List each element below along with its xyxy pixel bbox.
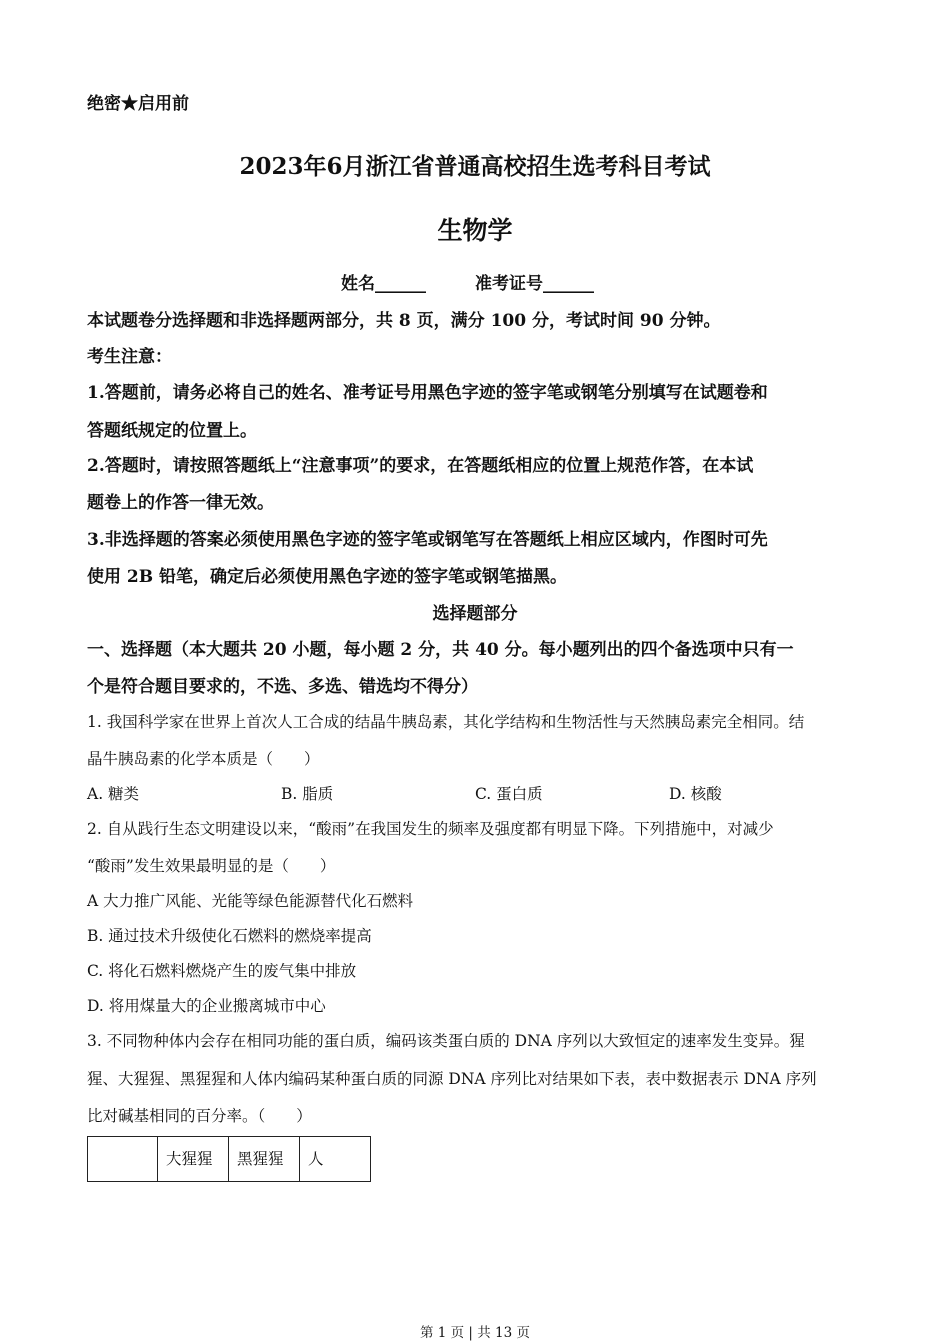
dna-comparison-table [87,1136,371,1182]
exam-title: 2023年6月浙江省普通高校招生选考科目考试 [239,153,711,180]
question-3-text: 猩、大猩猩、黑猩猩和人体内编码某种蛋白质的同源 DNA 序列比对结果如下表，表中数据表示 DNA 序列 [87,1070,817,1088]
question-2-option-d: D. 将用煤量大的企业搬离城市中心 [87,997,326,1015]
notice-line: 2.答题时，请按照答题纸上“注意事项”的要求，在答题纸相应的位置上规范作答，在本试 [87,456,754,476]
question-1-option-d: D. 核酸 [669,785,722,803]
table-header-cell: 大猩猩 [158,1137,229,1182]
question-2-text: 2. 自从践行生态文明建设以来，“酸雨”在我国发生的频率及强度都有明显下降。下列措施中，对减少 [87,820,774,838]
exam-summary: 本试题卷分选择题和非选择题两部分，共 8 页，满分 100 分，考试时间 90 分钟。 [87,311,721,331]
notice-line: 答题纸规定的位置上。 [87,421,257,441]
question-1-option-c: C. 蛋白质 [475,785,543,803]
section-heading: 个是符合题目要求的，不选、多选、错选均不得分） [87,677,478,697]
name-field: 姓名______ [341,274,426,294]
question-3-text: 比对碱基相同的百分率。（ ） [87,1107,312,1125]
question-3-text: 3. 不同物种体内会存在相同功能的蛋白质，编码该类蛋白质的 DNA 序列以大致恒定的速率发生变异。猩 [87,1032,805,1050]
notice-line: 题卷上的作答一律无效。 [87,493,274,513]
question-2-option-b: B. 通过技术升级使化石燃料的燃烧率提高 [87,927,372,945]
page-footer: 第 1 页 | 共 13 页 [419,1325,531,1341]
question-1-option-a: A. 糖类 [87,785,140,803]
subject-title: 生物学 [437,216,513,245]
question-1-text: 1. 我国科学家在世界上首次人工合成的结晶牛胰岛素，其化学结构和生物活性与天然胰岛素完全相同。结 [87,713,805,731]
question-1-option-b: B. 脂质 [281,785,334,803]
question-2-text: “酸雨”发生效果最明显的是（ ） [87,857,336,875]
notice-title: 考生注意： [87,347,172,367]
exam-number-field: 准考证号______ [475,274,594,294]
table-header-cell: 人 [300,1137,371,1182]
question-2-option-a: A 大力推广风能、光能等绿色能源替代化石燃料 [87,892,414,910]
question-2-option-c: C. 将化石燃料燃烧产生的废气集中排放 [87,962,357,980]
notice-line: 使用 2B 铅笔，确定后必须使用黑色字迹的签字笔或钢笔描黑。 [87,567,568,587]
notice-line: 3.非选择题的答案必须使用黑色字迹的签字笔或钢笔写在答题纸上相应区域内，作图时可先 [87,530,768,550]
table-header-cell: 黑猩猩 [229,1137,300,1182]
table-header-row [88,1137,371,1182]
part-title: 选择题部分 [432,604,518,624]
question-1-text: 晶牛胰岛素的化学本质是（ ） [87,750,320,768]
section-heading: 一、选择题（本大题共 20 小题，每小题 2 分，共 40 分。每小题列出的四个备选项中只有一 [87,640,794,660]
secret-mark: 绝密★启用前 [87,94,189,114]
table-header-cell [88,1137,158,1182]
notice-line: 1.答题前，请务必将自己的姓名、准考证号用黑色字迹的签字笔或钢笔分别填写在试题卷和 [87,383,768,403]
